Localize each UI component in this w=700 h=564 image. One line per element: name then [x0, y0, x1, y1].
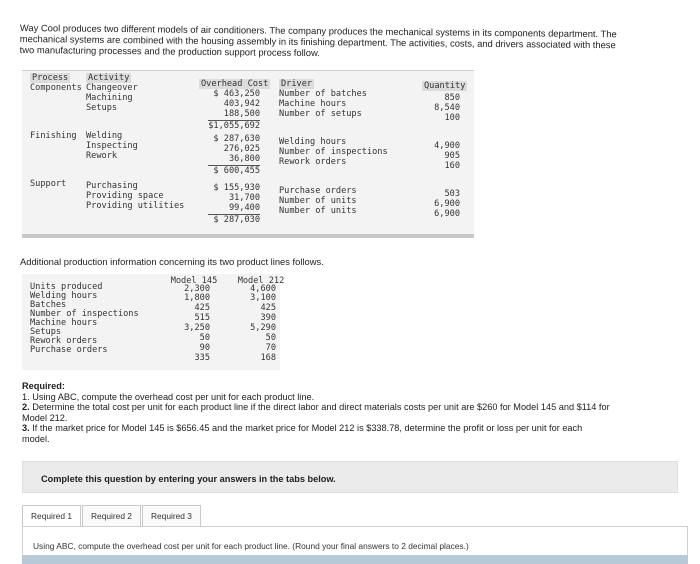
header-quantity: Quantity	[424, 81, 466, 91]
overhead-cost: 36,800	[228, 154, 260, 164]
driver-label: Number of batches	[279, 89, 367, 99]
overhead-cost: 31,700	[228, 193, 260, 203]
instruction-text: Complete this question by entering your answers in the tabs below.	[41, 474, 336, 484]
model-212-value: 50	[265, 333, 276, 343]
row-label: Welding hours	[30, 291, 98, 301]
group-total: $ 287,030	[213, 215, 260, 225]
activity-label: Machining	[86, 93, 133, 103]
model-145-value: 3,250	[184, 323, 210, 333]
process-label: Components	[30, 83, 82, 93]
process-label: Support	[30, 179, 67, 189]
model-212-value: 5,290	[250, 323, 276, 333]
additional-info-heading: Additional production information concerning its two product lines follows.	[20, 256, 324, 267]
model-145-value: 50	[199, 333, 210, 343]
required-item-3: 3. If the market price for Model 145 is $656.45 and the market price for Model 212 is $338.78, determine the profit or loss per unit for each model.	[22, 423, 583, 444]
overhead-cost: $ 287,630	[213, 134, 260, 144]
driver-label: Machine hours	[279, 99, 347, 109]
driver-label: Number of inspections	[279, 147, 388, 157]
header-process: Process	[32, 73, 69, 83]
header-model-145: Model 145	[170, 276, 218, 286]
driver-label: Number of setups	[279, 109, 362, 119]
driver-quantity: 6,900	[434, 199, 460, 209]
driver-label: Number of units	[279, 206, 357, 216]
model-145-value: 425	[194, 303, 210, 313]
driver-quantity: 100	[444, 113, 460, 123]
overhead-cost: $ 155,930	[213, 183, 260, 193]
overhead-cost: 188,500	[223, 109, 260, 119]
driver-label: Rework orders	[279, 157, 347, 167]
overhead-cost: 403,942	[223, 99, 260, 109]
model-212-value: 390	[260, 313, 276, 323]
model-145-value: 1,800	[184, 293, 210, 303]
required-section	[22, 381, 610, 445]
group-total: $ 600,455	[213, 166, 260, 176]
driver-label: Purchase orders	[279, 186, 357, 196]
model-212-value: 4,600	[250, 284, 276, 294]
header-driver: Driver	[281, 79, 313, 89]
header-activity: Activity	[88, 73, 130, 83]
overhead-cost: $ 463,250	[213, 89, 260, 99]
row-label: Setups	[30, 327, 62, 337]
activity-cost-table	[22, 70, 474, 238]
activity-label: Changeover	[86, 83, 138, 93]
activity-label: Rework	[86, 151, 118, 161]
row-label: Units produced	[30, 282, 103, 292]
model-145-value: 2,300	[184, 284, 210, 294]
driver-label: Number of units	[279, 196, 357, 206]
activity-label: Setups	[86, 103, 118, 113]
tab-required-2[interactable]: Required 2	[82, 505, 141, 527]
tab-required-1[interactable]: Required 1	[22, 505, 81, 527]
product-line-table	[22, 274, 285, 370]
row-label: Machine hours	[30, 318, 98, 328]
driver-quantity: 503	[444, 189, 460, 199]
required-item-2: 2. Determine the total cost per unit for each product line if the direct labor and direct materials costs per unit are $260 for Model 145 and $114 for Model 212.	[22, 402, 610, 423]
overhead-cost: 99,400	[228, 203, 260, 213]
activity-label: Welding	[86, 131, 123, 141]
row-label: Number of inspections	[30, 309, 139, 319]
header-overhead-cost: Overhead Cost	[201, 79, 269, 89]
row-label: Batches	[30, 300, 67, 310]
model-145-value: 515	[194, 313, 210, 323]
activity-label: Providing space	[86, 191, 164, 201]
model-145-value: 335	[194, 353, 210, 363]
instruction-banner	[22, 461, 678, 493]
overhead-cost: 276,025	[223, 144, 260, 154]
model-212-value: 168	[260, 353, 276, 363]
driver-quantity: 4,900	[434, 141, 460, 151]
required-item-1: 1. Using ABC, compute the overhead cost per unit for each product line.	[22, 391, 315, 402]
driver-quantity: 6,900	[434, 209, 460, 219]
model-145-value: 90	[199, 343, 210, 353]
activity-label: Inspecting	[86, 141, 138, 151]
row-label: Purchase orders	[30, 345, 108, 355]
model-212-value: 70	[265, 343, 276, 353]
panel-header-bar	[22, 555, 688, 564]
driver-quantity: 905	[444, 151, 460, 161]
answer-tabs	[22, 505, 202, 527]
driver-quantity: 160	[444, 161, 460, 171]
model-212-value: 425	[260, 303, 276, 313]
header-model-212: Model 212	[237, 276, 285, 286]
driver-label: Welding hours	[279, 137, 347, 147]
activity-label: Providing utilities	[86, 201, 185, 211]
driver-quantity: 8,540	[434, 103, 460, 113]
tab-required-3[interactable]: Required 3	[142, 505, 201, 527]
process-label: Finishing	[30, 131, 77, 141]
activity-label: Purchasing	[86, 181, 138, 191]
model-212-value: 3,100	[250, 293, 276, 303]
group-total: $1,055,692	[208, 121, 260, 131]
problem-intro: Way Cool produces two different models of air conditioners. The company produces the mechanical systems in its components department. The mechanical systems are combined with the housing assembly in its finishing department. The activities, costs, and drivers associated with these two manufacturing processes and the production support process follow.	[19, 22, 617, 59]
required-heading: Required:	[22, 381, 65, 391]
row-label: Rework orders	[30, 336, 98, 346]
panel-instruction: Using ABC, compute the overhead cost per unit for each product line. (Round your final answers to 2 decimal places.)	[33, 541, 469, 551]
driver-quantity: 850	[444, 93, 460, 103]
